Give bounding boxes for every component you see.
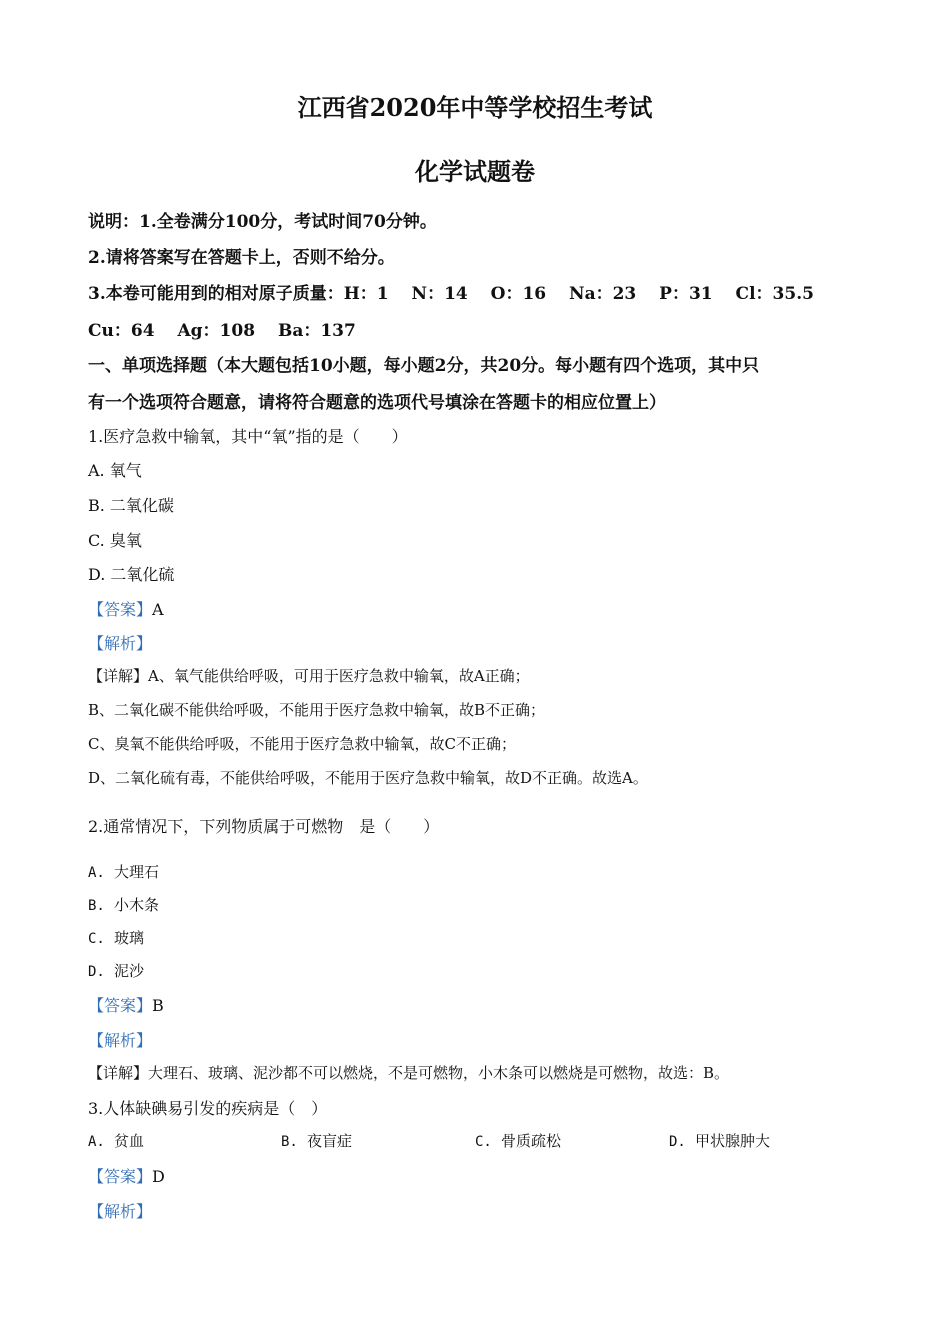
exam-title: 江西省2020年中等学校招生考试 — [297, 93, 653, 122]
q3-options-row — [88, 1130, 888, 1154]
section-heading-line2: 有一个选项符合题意，请将符合题意的选项代号填涂在答题卡的相应位置上） — [88, 393, 666, 413]
option-label: C. — [475, 1134, 492, 1150]
q2-option-a — [88, 861, 159, 882]
q1-detail-4: D、二氧化硫有毒，不能供给呼吸，不能用于医疗急救中输氧，故D不正确。故选A。 — [88, 769, 648, 787]
option-label: D. — [88, 964, 105, 980]
q1-option-b: B. 二氧化碳 — [88, 496, 174, 515]
q1-detail-3: C、臭氧不能供给呼吸，不能用于医疗急救中输氧，故C不正确； — [88, 735, 516, 753]
q3-answer — [88, 1164, 165, 1187]
q2-stem: 2.通常情况下，下列物质属于可燃物 是（ ） — [88, 817, 440, 836]
option-text: 夜盲症 — [307, 1132, 353, 1150]
q2-answer — [88, 993, 164, 1016]
answer-tag: 【答案】 — [88, 1167, 153, 1186]
q2-detail — [88, 1062, 729, 1083]
option-text: 泥沙 — [114, 962, 145, 980]
q3-option-a — [88, 1130, 144, 1151]
instruction-1: 说明：1.全卷满分100分，考试时间70分钟。 — [88, 212, 437, 232]
q3-option-b — [281, 1130, 352, 1151]
q1-answer — [88, 597, 164, 620]
q1-stem: 1.医疗急救中输氧，其中“氧”指的是（ ） — [88, 427, 408, 446]
option-text: 骨质疏松 — [501, 1132, 562, 1150]
q1-detail-1 — [88, 665, 530, 686]
option-text: 贫血 — [114, 1132, 145, 1150]
option-text: 甲状腺肿大 — [695, 1132, 771, 1150]
detail-tag: 【详解】 — [88, 1064, 149, 1082]
q2-analysis-tag: 【解析】 — [88, 1031, 153, 1050]
q3-option-c — [475, 1130, 561, 1151]
option-text: 大理石 — [114, 863, 160, 881]
q2-option-b — [88, 894, 159, 915]
q1-option-a: A. 氧气 — [88, 461, 142, 480]
q3-option-d — [669, 1130, 770, 1151]
detail-tag: 【详解】 — [88, 667, 149, 685]
option-label: B. — [88, 898, 105, 914]
answer-tag: 【答案】 — [88, 600, 153, 619]
exam-subtitle: 化学试题卷 — [415, 157, 535, 186]
q1-detail-2: B、二氧化碳不能供给呼吸，不能用于医疗急救中输氧，故B不正确； — [88, 701, 546, 719]
instruction-4: Cu：64 Ag：108 Ba：137 — [88, 321, 356, 341]
q1-option-c: C. 臭氧 — [88, 531, 142, 550]
option-label: D. — [669, 1134, 686, 1150]
option-label: C. — [88, 931, 105, 947]
option-label: A. — [88, 865, 105, 881]
answer-value: D — [152, 1167, 165, 1186]
option-label: A. — [88, 1134, 105, 1150]
detail-text: 大理石、玻璃、泥沙都不可以燃烧，不是可燃物，小木条可以燃烧是可燃物，故选：B。 — [148, 1064, 730, 1082]
q2-option-d — [88, 960, 144, 981]
option-text: 小木条 — [114, 896, 160, 914]
q3-analysis-tag: 【解析】 — [88, 1202, 153, 1221]
q2-option-c — [88, 927, 144, 948]
answer-value: B — [152, 996, 164, 1015]
option-label: B. — [281, 1134, 298, 1150]
detail-text: A、氧气能供给呼吸，可用于医疗急救中输氧，故A正确； — [148, 667, 530, 685]
q3-stem: 3.人体缺碘易引发的疾病是（ ） — [88, 1099, 328, 1118]
section-heading-line1: 一、单项选择题（本大题包括10小题，每小题2分，共20分。每小题有四个选项，其中只 — [88, 356, 760, 376]
answer-tag: 【答案】 — [88, 996, 153, 1015]
q1-option-d: D. 二氧化硫 — [88, 565, 175, 584]
instruction-3: 3.本卷可能用到的相对原子质量：H：1 N：14 O：16 Na：23 P：31 Cl：35.5 — [88, 284, 814, 304]
option-text: 玻璃 — [114, 929, 145, 947]
instruction-2: 2.请将答案写在答题卡上，否则不给分。 — [88, 248, 395, 268]
answer-value: A — [152, 600, 164, 619]
q1-analysis-tag: 【解析】 — [88, 634, 153, 653]
